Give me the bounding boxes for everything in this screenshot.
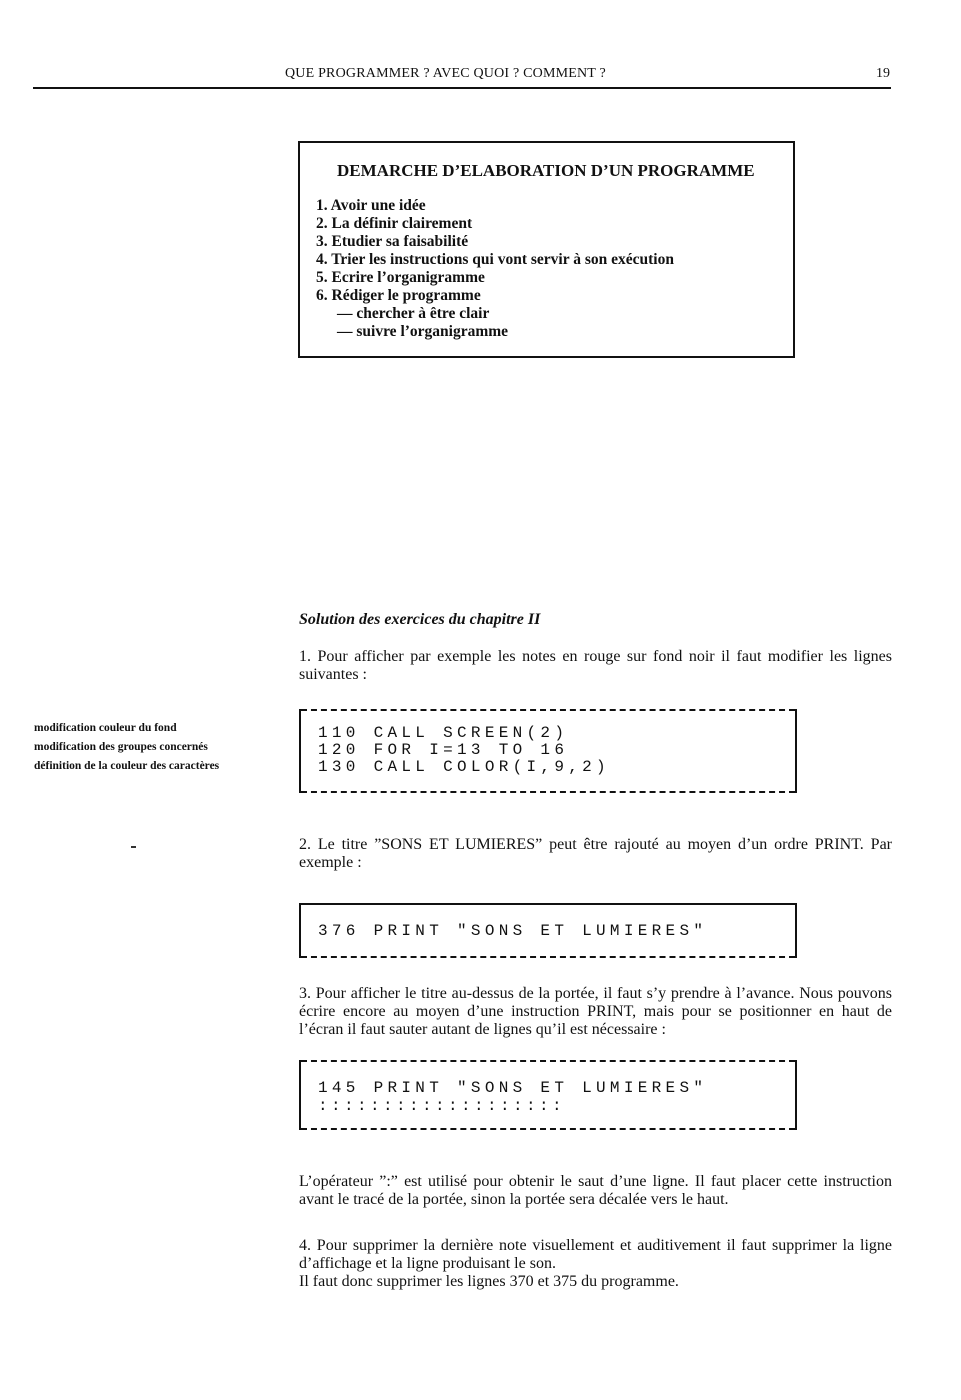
running-header: QUE PROGRAMMER ? AVEC QUOI ? COMMENT ? [285, 66, 606, 81]
dashed-rule [301, 1128, 795, 1130]
step-item: 5. Ecrire l’organigramme [316, 269, 485, 286]
step-item: 1. Avoir une idée [316, 197, 426, 214]
section-title: Solution des exercices du chapitre II [299, 611, 541, 628]
step-subitem: — suivre l’organigramme [337, 323, 509, 340]
code-line: ::::::::::::::::::: [318, 1097, 566, 1115]
paragraph-exercise-1: 1. Pour afficher par exemple les notes en rouge sur fond noir il faut modifier les lignes suivantes : [299, 648, 892, 683]
code-listing-2 [299, 903, 797, 958]
paragraph-exercise-4 [299, 1237, 892, 1291]
solid-rule [301, 903, 795, 905]
steps-box-title: DEMARCHE D’ELABORATION D’UN PROGRAMME [337, 161, 755, 180]
header-rule [33, 87, 891, 89]
paragraph-operator-note: L’opérateur ”:” est utilisé pour obtenir le saut d’une ligne. Il faut placer cette instruction avant le tracé de la portée, sinon la portée sera décalée vers le haut. [299, 1173, 892, 1208]
dashed-rule [301, 791, 795, 793]
step-item: 6. Rédiger le programme [316, 287, 481, 304]
code-line: 145 PRINT "SONS ET LUMIERES" [318, 1079, 708, 1097]
dashed-rule [301, 956, 795, 958]
paragraph-line: Il faut donc supprimer les lignes 370 et 375 du programme. [299, 1273, 679, 1290]
step-subitem: — chercher à être clair [337, 305, 490, 322]
dashed-rule [301, 709, 795, 711]
code-line: 110 CALL SCREEN(2) [318, 724, 569, 742]
dashed-rule [301, 1060, 795, 1062]
steps-list [316, 197, 674, 341]
step-item: 2. La définir clairement [316, 215, 473, 232]
margin-note: modification des groupes concernés [34, 741, 208, 753]
code-listing-3 [299, 1060, 797, 1130]
code-line: 376 PRINT "SONS ET LUMIERES" [318, 922, 708, 940]
code-line: 120 FOR I=13 TO 16 [318, 741, 569, 759]
steps-box [298, 141, 795, 358]
margin-note: modification couleur du fond [34, 722, 177, 734]
margin-notes [34, 719, 219, 776]
paragraph-exercise-2: 2. Le titre ”SONS ET LUMIERES” peut être rajouté au moyen d’un ordre PRINT. Par exemple : [299, 836, 892, 871]
paragraph-line: 4. Pour supprimer la dernière note visuellement et auditivement il faut supprimer la ligne d’affichage et la ligne produisant le son. [299, 1237, 892, 1272]
code-listing-1 [299, 709, 797, 793]
code-line: 130 CALL COLOR(I,9,2) [318, 758, 610, 776]
stray-mark [131, 846, 136, 848]
paragraph-exercise-3: 3. Pour afficher le titre au-dessus de la portée, il faut s’y prendre à l’avance. Nous pouvons écrire encore au moyen d’une instruction PRINT, mais pour se positionner en haut de l’écran il faut sauter autant de lignes qu’il est nécessaire : [299, 985, 892, 1038]
page-number: 19 [876, 66, 890, 81]
step-item: 3. Etudier sa faisabilité [316, 233, 469, 250]
margin-note: définition de la couleur des caractères [34, 760, 220, 772]
step-item: 4. Trier les instructions qui vont servir à son exécution [316, 251, 674, 268]
